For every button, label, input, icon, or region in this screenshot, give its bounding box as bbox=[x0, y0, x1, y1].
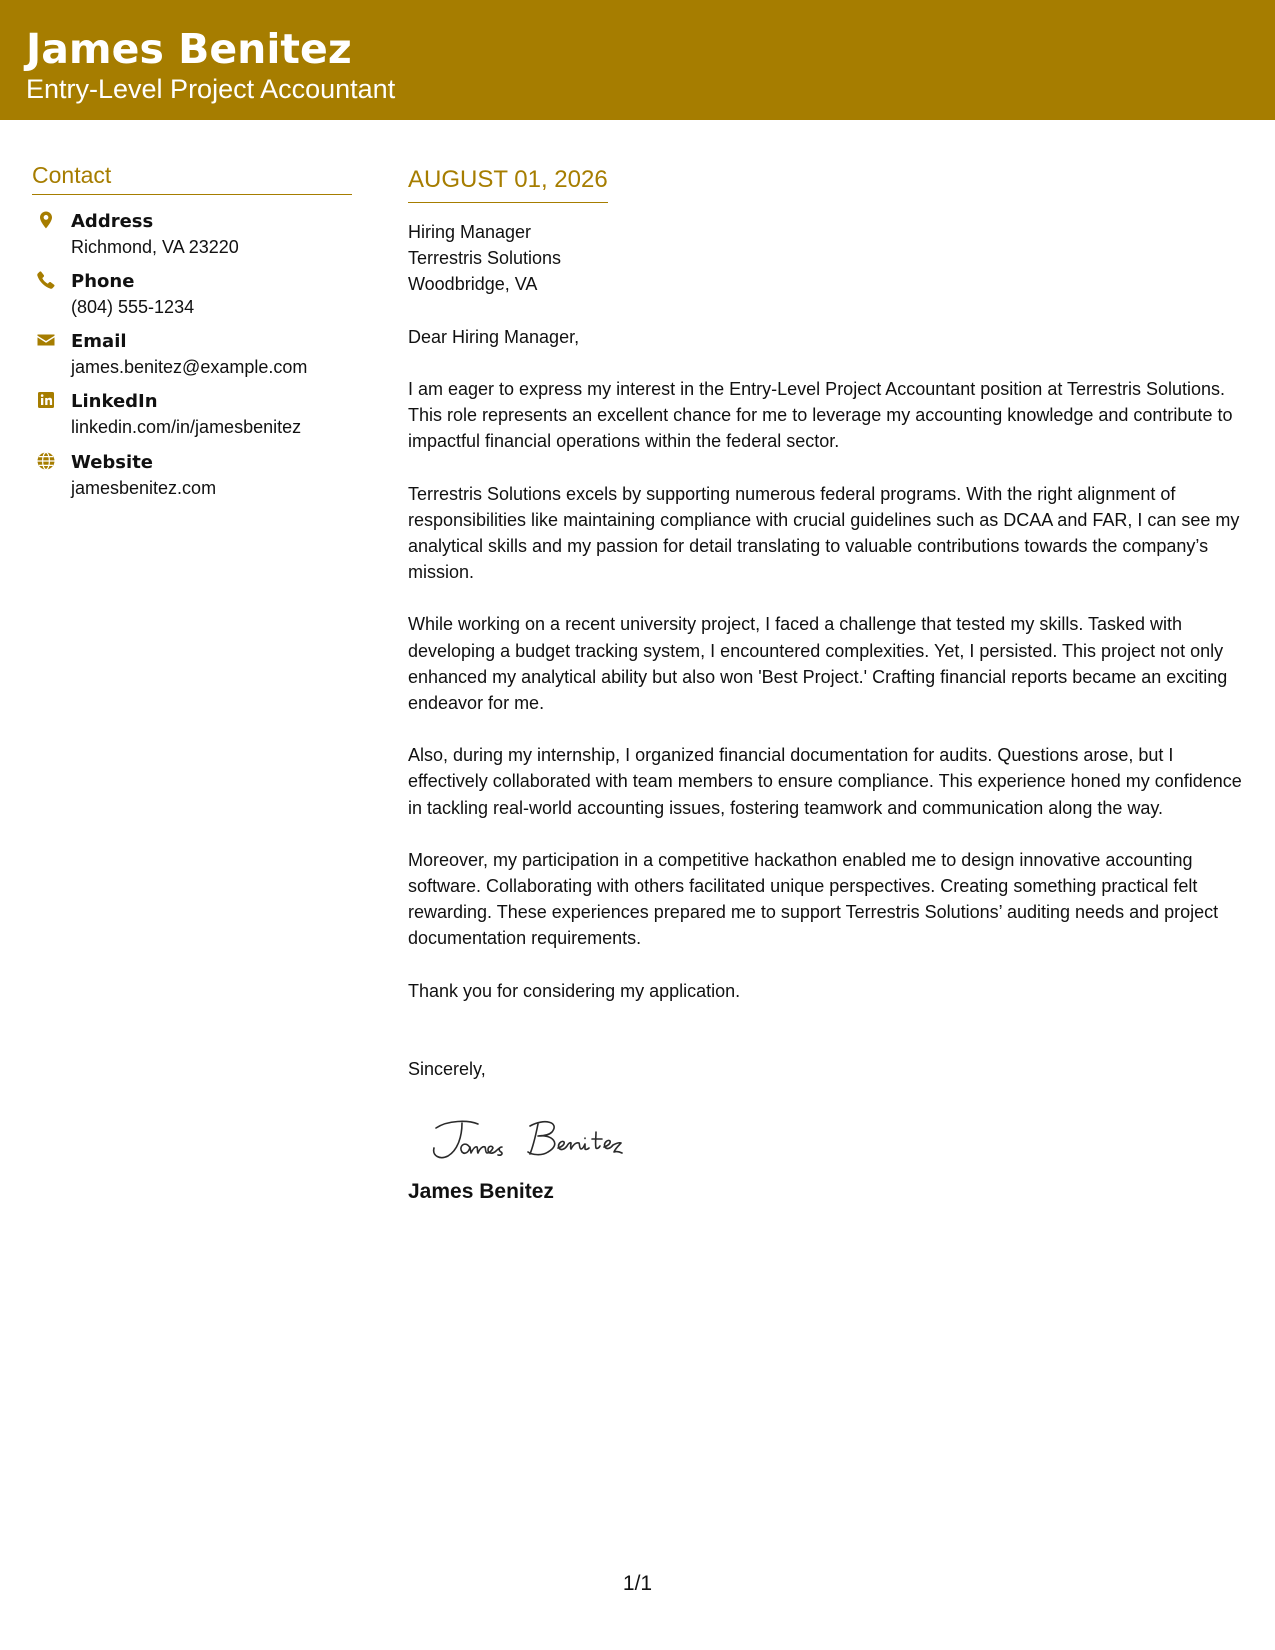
contact-sidebar bbox=[32, 160, 352, 498]
letter-paragraph: Thank you for considering my application. bbox=[408, 980, 741, 1001]
page-number: 1/1 bbox=[622, 1572, 653, 1595]
contact-label: LinkedIn bbox=[71, 391, 158, 412]
letter-date: AUGUST 01, 2026 bbox=[408, 164, 608, 203]
salutation: Dear Hiring Manager, bbox=[408, 327, 580, 347]
job-title: Entry-Level Project Accountant bbox=[26, 74, 396, 104]
globe-icon bbox=[36, 451, 56, 471]
letter-paragraph: While working on a recent university project, I faced a challenge that tested my skills. Tasked with developing a budget tracking system, I encountered complexities. Yet, I persisted. This project not only enhanced my analytical ability but also won 'Best Project.' Crafting financial reports became an exciting endeavor for me. bbox=[408, 614, 1228, 714]
recipient-line: Hiring Manager bbox=[408, 222, 532, 242]
contact-value: (804) 555-1234 bbox=[71, 297, 195, 317]
letter-paragraph: I am eager to express my interest in the Entry-Level Project Accountant position at Terrestris Solutions. This role represents an excellent chance for me to leverage my accounting knowledge and contribute to impactful financial operations within the federal sector. bbox=[408, 379, 1233, 452]
signer-name: James Benitez bbox=[408, 1179, 554, 1203]
contact-label: Email bbox=[71, 331, 127, 352]
contact-section-title: Contact bbox=[32, 160, 352, 195]
closing-line: Sincerely, bbox=[408, 1058, 486, 1079]
recipient-block bbox=[408, 219, 1248, 297]
contact-value: Richmond, VA 23220 bbox=[71, 237, 239, 257]
handwritten-signature bbox=[426, 1114, 666, 1166]
recipient-line: Woodbridge, VA bbox=[408, 274, 538, 294]
envelope-icon bbox=[36, 330, 56, 350]
contact-label: Phone bbox=[71, 271, 135, 292]
phone-icon bbox=[36, 270, 56, 290]
contact-value[interactable]: linkedin.com/in/jamesbenitez bbox=[71, 417, 302, 437]
contact-value[interactable]: james.benitez@example.com bbox=[71, 357, 308, 377]
linkedin-icon bbox=[36, 390, 56, 410]
contact-label: Website bbox=[71, 452, 154, 473]
header-banner bbox=[0, 0, 1275, 120]
recipient-line: Terrestris Solutions bbox=[408, 248, 562, 268]
letter-body bbox=[408, 164, 1248, 1206]
map-pin-icon bbox=[36, 210, 56, 230]
contact-value[interactable]: jamesbenitez.com bbox=[71, 478, 217, 498]
letter-paragraph: Moreover, my participation in a competitive hackathon enabled me to design innovative accounting software. Collaborating with others facilitated unique perspectives. Creating something practical felt rewarding. These experiences prepared me to support Terrestris Solutions’ auditing needs and project documentation requirements. bbox=[408, 849, 1219, 949]
letter-paragraph: Also, during my internship, I organized financial documentation for audits. Questions arose, but I effectively collaborated with team members to ensure compliance. This experience honed my confidence in tackling real-world accounting issues, fostering teamwork and communication along the way. bbox=[408, 745, 1242, 818]
letter-paragraph: Terrestris Solutions excels by supporting numerous federal programs. With the right alignment of responsibilities like maintaining compliance with crucial guidelines such as DCAA and FAR, I can see my analytical skills and my passion for detail translating to valuable contributions towards the company’s mission. bbox=[408, 483, 1240, 583]
contact-label: Address bbox=[71, 211, 154, 232]
applicant-name: James Benitez bbox=[26, 25, 352, 73]
